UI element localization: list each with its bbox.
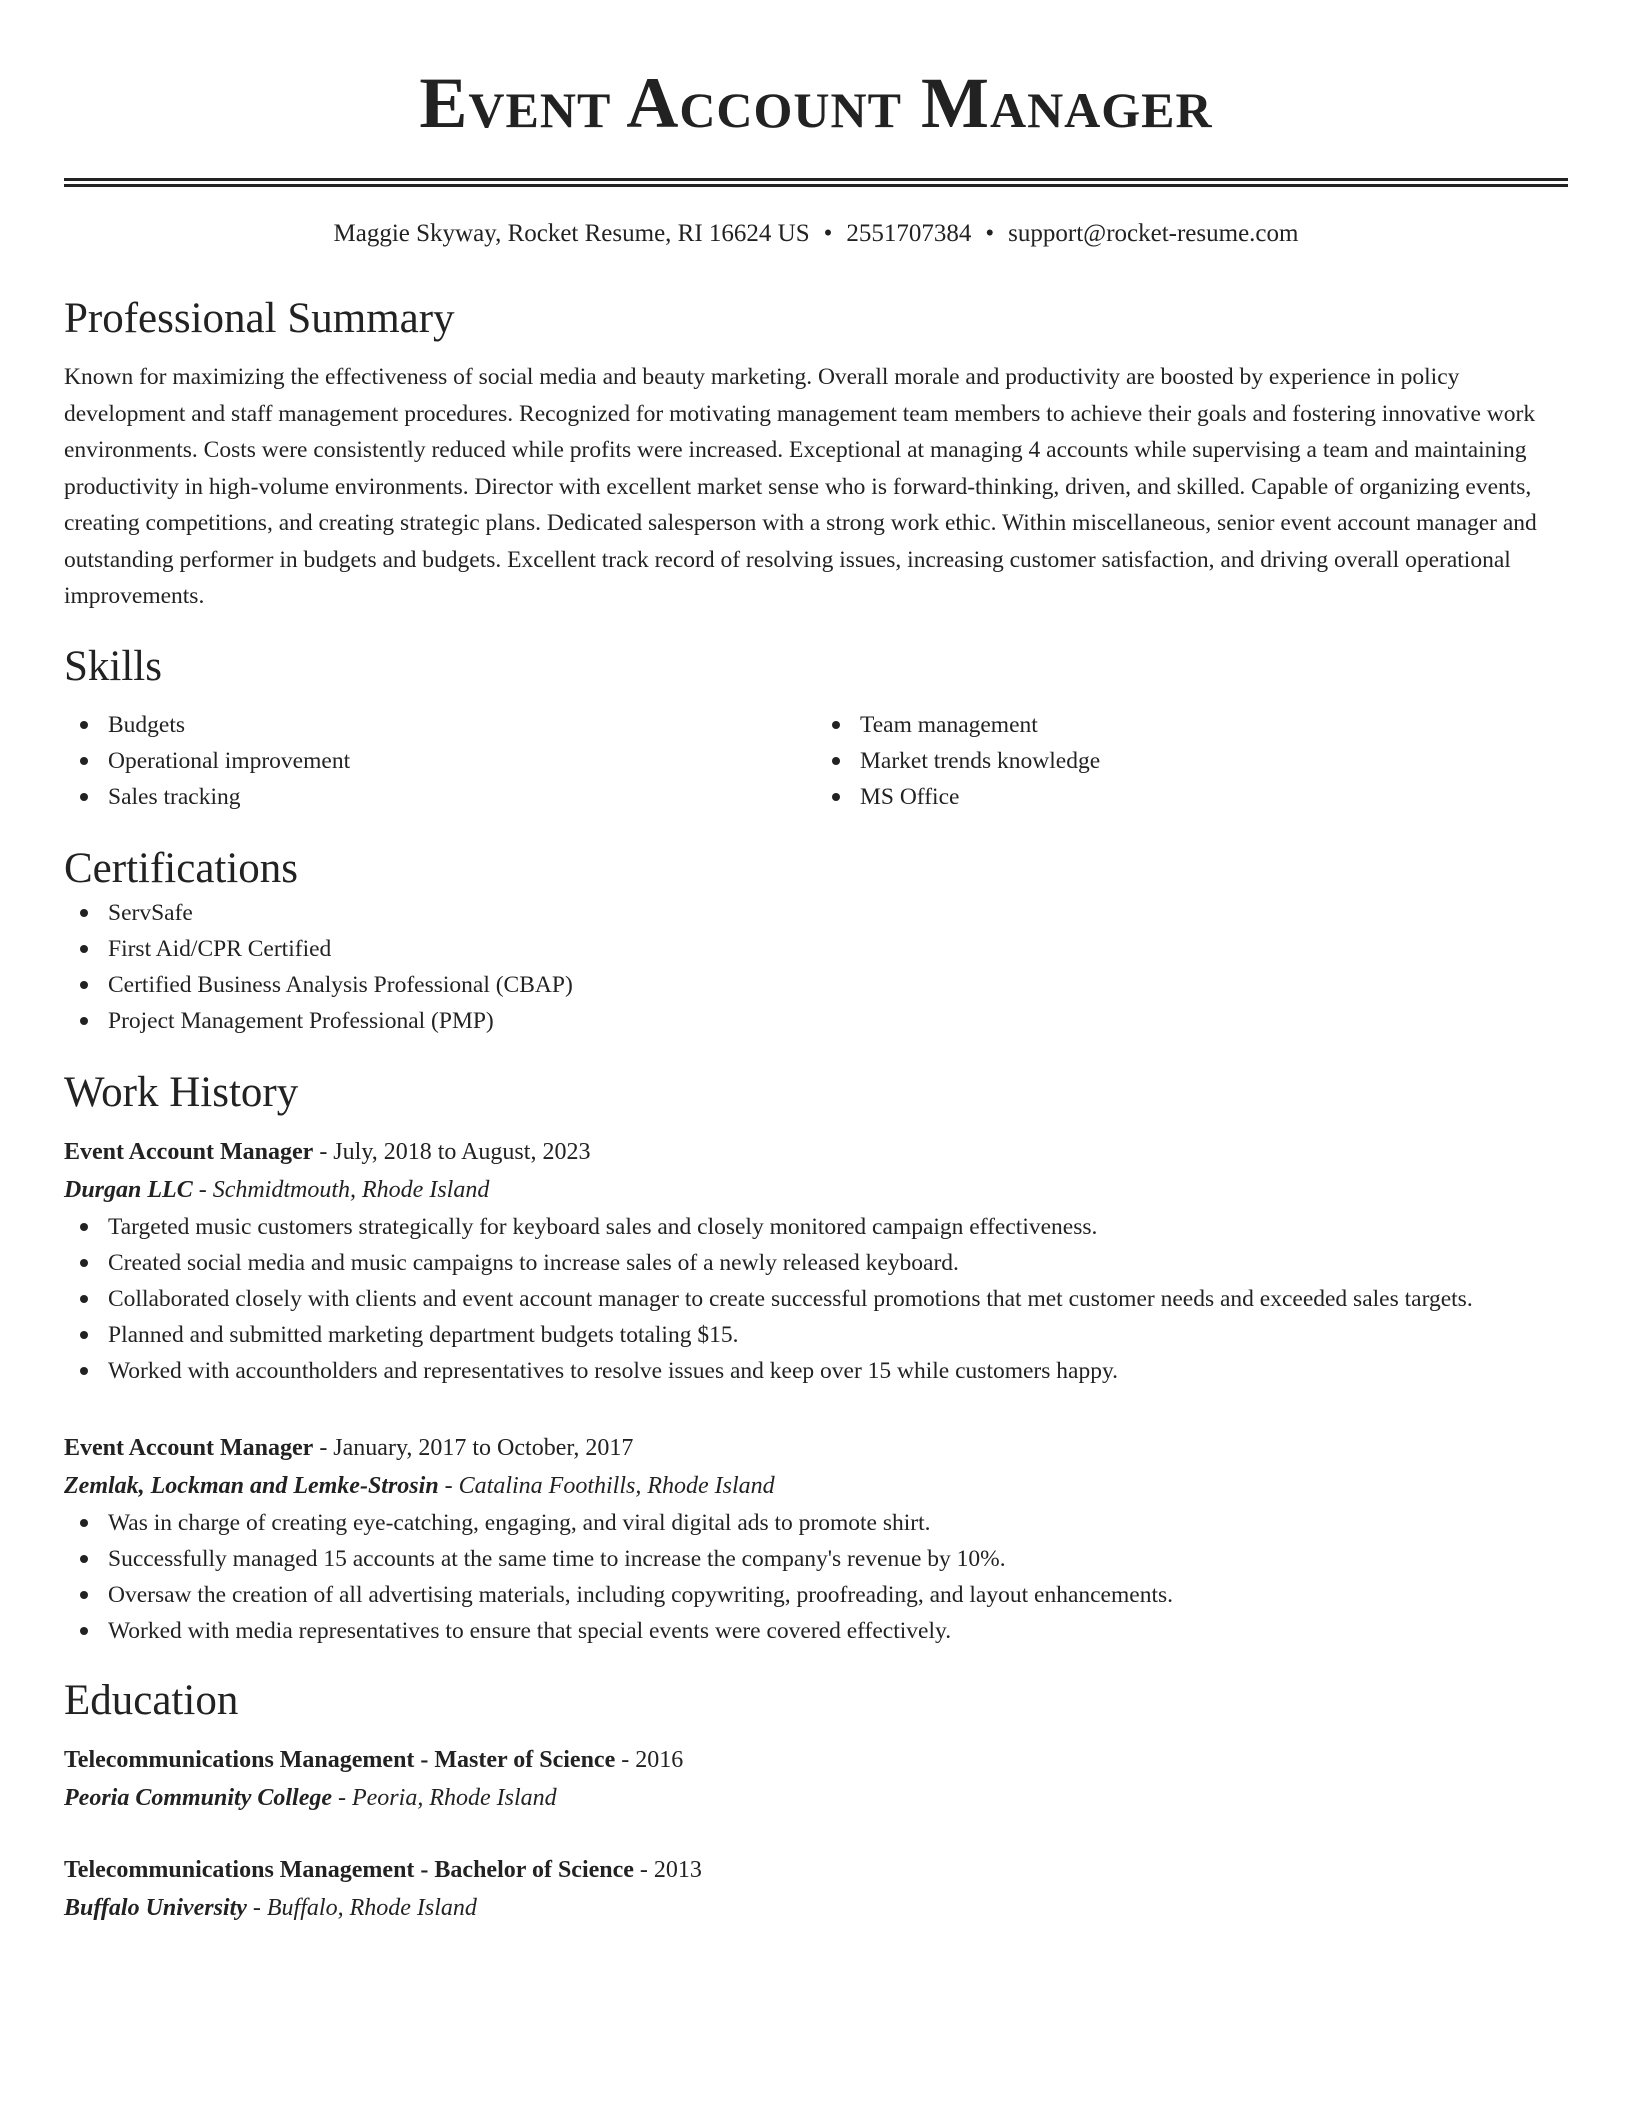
certification-label: ServSafe — [108, 899, 193, 926]
work-history-section — [64, 1067, 1568, 1649]
skills-column-right — [816, 707, 1568, 815]
job-bullet-text: Worked with media representatives to ensure that special events were covered effectively. — [108, 1617, 952, 1644]
education-degree-line — [64, 1741, 1568, 1779]
bullet-dot — [80, 1331, 88, 1339]
education-heading: Education — [64, 1676, 239, 1724]
bullet-dot — [80, 793, 88, 801]
bullet-dot — [80, 1259, 88, 1267]
job-role: Event Account Manager — [64, 1138, 314, 1165]
education-degree: Telecommunications Management - Bachelor of Science — [64, 1856, 634, 1883]
skill-label: Operational improvement — [108, 747, 351, 774]
skill-item — [816, 743, 1568, 779]
bullet-dot — [80, 1367, 88, 1375]
bullet-dot — [80, 945, 88, 953]
skills-grid — [64, 707, 1568, 815]
skill-item — [816, 779, 1568, 815]
certification-item — [64, 1003, 1568, 1039]
job-bullet-text: Oversaw the creation of all advertising materials, including copywriting, proofreading, and layout enhancements. — [108, 1581, 1173, 1608]
education-school-line — [64, 1889, 1568, 1927]
job-company-line — [64, 1171, 1568, 1209]
bullet-dot — [80, 909, 88, 917]
education-year: - 2013 — [639, 1856, 702, 1883]
bullet-dot — [832, 793, 840, 801]
job-bullet — [64, 1209, 1568, 1245]
certifications-list — [64, 895, 1568, 1039]
job-entry — [64, 1429, 1568, 1649]
bullet-dot — [80, 1627, 88, 1635]
education-school: Buffalo University — [64, 1894, 247, 1921]
education-degree-line — [64, 1851, 1568, 1889]
contact-separator: • — [823, 220, 833, 247]
job-bullet — [64, 1505, 1568, 1541]
skills-list-left — [64, 707, 816, 815]
education-school-line — [64, 1779, 1568, 1817]
job-bullet — [64, 1353, 1568, 1389]
skill-label: Team management — [860, 711, 1038, 738]
job-bullet-text: Worked with accountholders and representatives to resolve issues and keep over 15 while customers happy. — [108, 1357, 1119, 1384]
bullet-dot — [80, 1223, 88, 1231]
job-bullet — [64, 1281, 1568, 1317]
skill-item — [64, 779, 816, 815]
summary-section — [64, 293, 1568, 615]
skill-label: Market trends knowledge — [860, 747, 1101, 774]
job-location: - Catalina Foothills, Rhode Island — [444, 1472, 775, 1499]
education-degree: Telecommunications Management - Master of Science — [64, 1746, 616, 1773]
education-year: - 2016 — [621, 1746, 684, 1773]
job-role: Event Account Manager — [64, 1434, 314, 1461]
skills-column-left — [64, 707, 816, 815]
certifications-section — [64, 843, 1568, 1039]
certification-item — [64, 967, 1568, 1003]
skill-label: Budgets — [108, 711, 186, 738]
bullet-dot — [80, 1017, 88, 1025]
contact-address: Maggie Skyway, Rocket Resume, RI 16624 US — [333, 220, 810, 247]
job-dates: - January, 2017 to October, 2017 — [319, 1434, 634, 1461]
bullet-dot — [80, 1295, 88, 1303]
bullet-dot — [80, 1591, 88, 1599]
resume-title: Event Account Manager — [419, 63, 1213, 143]
education-entry — [64, 1741, 1568, 1817]
certifications-heading: Certifications — [64, 844, 299, 892]
certification-label: Certified Business Analysis Professional (CBAP) — [108, 971, 573, 998]
job-bullet-text: Successfully managed 15 accounts at the same time to increase the company's revenue by 10%. — [108, 1545, 1006, 1572]
bullet-dot — [80, 721, 88, 729]
bullet-dot — [832, 757, 840, 765]
bullet-dot — [80, 1555, 88, 1563]
bullet-dot — [80, 1519, 88, 1527]
job-bullet-text: Was in charge of creating eye-catching, engaging, and viral digital ads to promote shirt. — [108, 1509, 931, 1536]
education-location: - Buffalo, Rhode Island — [252, 1894, 477, 1921]
job-company-line — [64, 1467, 1568, 1505]
education-school: Peoria Community College — [64, 1784, 332, 1811]
education-location: - Peoria, Rhode Island — [338, 1784, 557, 1811]
job-title-line — [64, 1133, 1568, 1171]
education-section — [64, 1675, 1568, 1927]
skill-item — [64, 743, 816, 779]
contact-line — [64, 217, 1568, 251]
education-entry — [64, 1851, 1568, 1927]
job-bullet-text: Collaborated closely with clients and event account manager to create successful promotions that met customer needs and exceeded sales targets. — [108, 1285, 1473, 1312]
job-title-line — [64, 1429, 1568, 1467]
job-entry — [64, 1133, 1568, 1389]
work-history-heading: Work History — [64, 1068, 299, 1116]
job-bullet-text: Targeted music customers strategically for keyboard sales and closely monitored campaign effectiveness. — [108, 1213, 1098, 1240]
certification-item — [64, 931, 1568, 967]
bullet-dot — [80, 757, 88, 765]
summary-text: Known for maximizing the effectiveness of social media and beauty marketing. Overall morale and productivity are boosted by experience in policy development and staff management procedures. Recognized for motivating management team members to achieve their goals and fostering innovative work environments. Costs were consistently reduced while profits were increased. Exceptional at managing 4 accounts while supervising a team and maintaining productivity in high-volume environments. Director with excellent market sense who is forward-thinking, driven, and skilled. Capable of organizing events, creating competitions, and creating strategic plans. Dedicated salesperson with a strong work ethic. Within miscellaneous, senior event account manager and outstanding performer in budgets and budgets. Excellent track record of resolving issues, increasing customer satisfaction, and driving overall operational improvements. — [64, 364, 1537, 609]
contact-phone: 2551707384 — [846, 220, 972, 247]
skill-label: MS Office — [860, 783, 960, 810]
job-bullet-text: Planned and submitted marketing department budgets totaling $15. — [108, 1321, 739, 1348]
skill-item — [816, 707, 1568, 743]
job-bullet — [64, 1317, 1568, 1353]
contact-separator: • — [985, 220, 995, 247]
bullet-dot — [80, 981, 88, 989]
job-bullet — [64, 1577, 1568, 1613]
skill-item — [64, 707, 816, 743]
contact-email: support@rocket-resume.com — [1008, 220, 1299, 247]
job-bullet-text: Created social media and music campaigns to increase sales of a newly released keyboard. — [108, 1249, 959, 1276]
title-divider — [64, 178, 1568, 187]
job-bullet-list — [64, 1505, 1568, 1649]
summary-heading: Professional Summary — [64, 295, 455, 342]
certification-item — [64, 895, 1568, 931]
job-dates: - July, 2018 to August, 2023 — [319, 1138, 591, 1165]
skill-label: Sales tracking — [108, 783, 241, 810]
job-bullet — [64, 1613, 1568, 1649]
certification-label: First Aid/CPR Certified — [108, 935, 332, 962]
certification-label: Project Management Professional (PMP) — [108, 1007, 494, 1034]
skills-section — [64, 641, 1568, 815]
job-bullet-list — [64, 1209, 1568, 1389]
job-company: Durgan LLC — [64, 1176, 193, 1203]
job-location: - Schmidtmouth, Rhode Island — [198, 1176, 490, 1203]
skills-list-right — [816, 707, 1568, 815]
job-company: Zemlak, Lockman and Lemke-Strosin — [64, 1472, 439, 1499]
job-bullet — [64, 1245, 1568, 1281]
job-bullet — [64, 1541, 1568, 1577]
skills-heading: Skills — [64, 642, 162, 690]
bullet-dot — [832, 721, 840, 729]
